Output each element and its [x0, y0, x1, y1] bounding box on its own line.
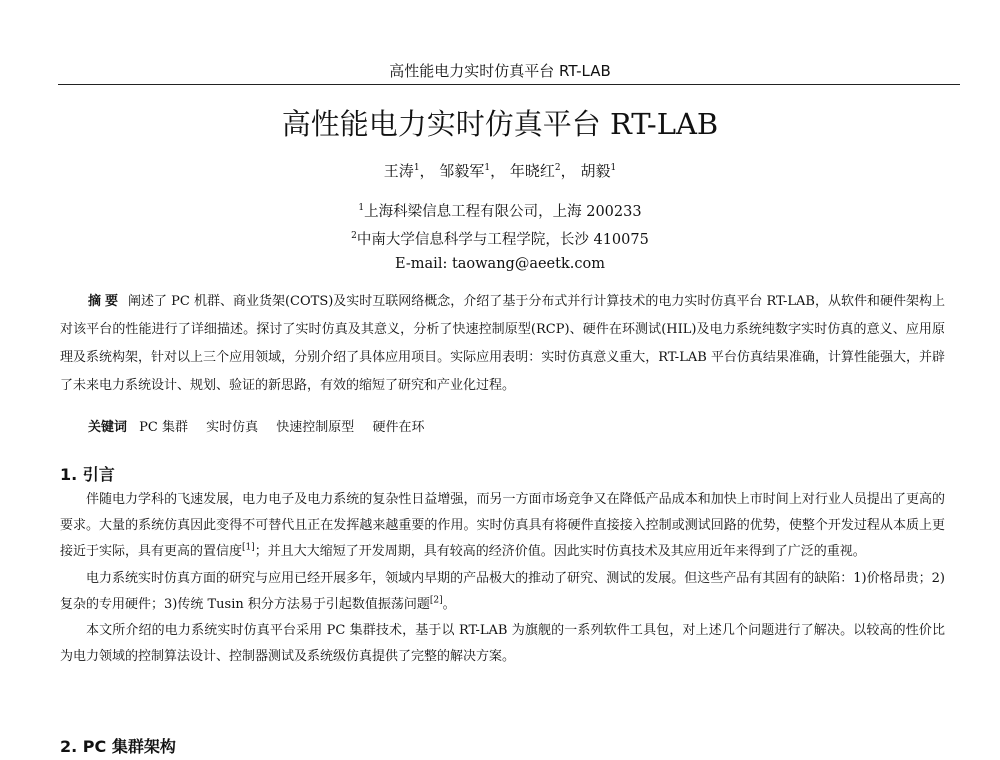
- affiliation-text: 中南大学信息科学与工程学院，长沙 410075: [356, 232, 649, 248]
- abstract-label: 摘要: [88, 294, 123, 309]
- affiliation-1: [0, 200, 1000, 221]
- keyword: PC 集群: [139, 420, 188, 435]
- abstract: [60, 288, 945, 400]
- keywords: [88, 416, 948, 435]
- paragraph-text: ；并且大大缩短了开发周期，具有较高的经济价值。因此实时仿真技术及其应用近年来得到了广泛的重视。: [254, 544, 866, 560]
- author-name: 邹毅军: [439, 162, 485, 180]
- paper-title: 高性能电力实时仿真平台 RT-LAB: [281, 107, 719, 141]
- keywords-label: 关键词: [88, 420, 128, 435]
- paragraph-text: 电力系统实时仿真方面的研究与应用已经开展多年，领域内早期的产品极大的推动了研究、测试的发展。但这些产品有其固有的缺陷：1)价格昂贵；2)复杂的专用硬件；3)传统 Tusin 积分方法易于引起数值振荡问题: [60, 570, 945, 612]
- affiliation-text: 上海科梁信息工程有限公司，上海 200233: [364, 204, 642, 220]
- author-list: [0, 160, 1000, 181]
- paragraph: [60, 487, 945, 566]
- author-affil-mark: 1: [413, 163, 420, 173]
- paragraph-text: 本文所介绍的电力系统实时仿真平台采用 PC 集群技术，基于以 RT-LAB 为旗舰的一系列软件工具包，对上述几个问题进行了解决。以较高的性价比为电力领域的控制算法设计、控制器测试及系统级仿真提供了完整的解决方案。: [60, 623, 945, 665]
- keyword: 快速控制原型: [276, 420, 355, 435]
- section-heading-introduction: 1. 引言: [60, 465, 115, 484]
- running-header: 高性能电力实时仿真平台 RT-LAB: [389, 62, 611, 80]
- author-email: E-mail: taowang@aeetk.com: [395, 256, 605, 272]
- header-rule: [58, 84, 960, 85]
- author-affil-mark: 2: [554, 163, 561, 173]
- author-separator: ，: [560, 162, 576, 180]
- author-affil-mark: 1: [610, 163, 617, 173]
- author-separator: ，: [490, 162, 506, 180]
- affiliation-mark: 2: [351, 231, 357, 242]
- author-name: 王涛: [383, 162, 414, 180]
- section-heading-pc-cluster: 2. PC 集群架构: [60, 737, 176, 756]
- paragraph: [60, 618, 945, 670]
- affiliation-mark: 1: [358, 203, 365, 214]
- author-affil-mark: 1: [484, 163, 491, 173]
- affiliation-2: [0, 228, 1000, 249]
- keyword: 硬件在环: [372, 420, 425, 435]
- abstract-text: 阐述了 PC 机群、商业货架(COTS)及实时互联网络概念，介绍了基于分布式并行计算技术的电力实时仿真平台 RT-LAB，从软件和硬件架构上对该平台的性能进行了详细描述。探讨了实时仿真及其意义，分析了快速控制原型(RCP)、硬件在环测试(HIL)及电力系统纯数字实时仿真的意义、应用原理及系统构架，针对以上三个应用领域，分别介绍了具体应用项目。实际应用表明：实时仿真意义重大，RT-LAB 平台仿真结果准确，计算性能强大，并辟了未来电力系统设计、规划、验证的新思路，有效的缩短了研究和产业化过程。: [60, 294, 945, 393]
- paragraph-text: 。: [442, 596, 456, 612]
- paragraph-text: 伴随电力学科的飞速发展，电力电子及电力系统的复杂性日益增强，而另一方面市场竞争又在降低产品成本和加快上市时间上对行业人员提出了更高的要求。大量的系统仿真因此变得不可替代且正在发挥越来越重要的作用。实时仿真具有将硬件直接接入控制或测试回路的优势，使整个开发过程从本质上更接近于实际，具有更高的置信度: [60, 492, 945, 560]
- citation[interactable]: [1]: [242, 543, 255, 554]
- author-separator: ，: [419, 162, 435, 180]
- citation[interactable]: [2]: [429, 595, 443, 606]
- introduction-body: [60, 487, 945, 670]
- author-name: 胡毅: [580, 162, 611, 180]
- paragraph: [60, 566, 945, 618]
- author-name: 年晓红: [509, 162, 555, 180]
- keyword: 实时仿真: [206, 420, 259, 435]
